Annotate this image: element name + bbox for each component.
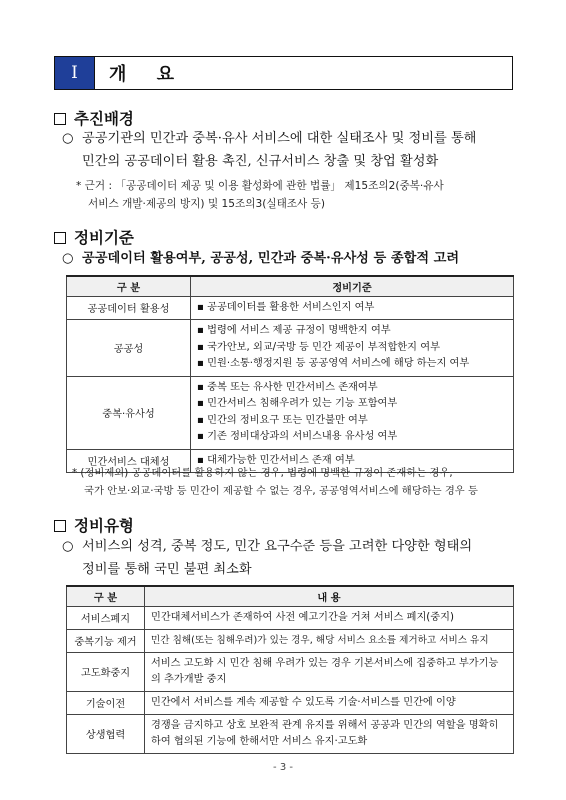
table-header-row: 구 분 정비기준 [67,276,514,296]
chapter-header [54,56,513,90]
circle-bullet-icon: ○ [62,539,74,554]
square-bullet-icon [54,520,66,532]
table-row: 민간서비스 대체성 ▪ 대체가능한 민간서비스 존재 여부 [67,449,514,473]
chapter-title: 개 요 [109,64,187,85]
section-heading-criteria: 정비기준 [54,226,134,248]
types-table [66,585,514,754]
table-row: 기술이전 민간에서 서비스를 계속 제공할 수 있도록 기술·서비스를 민간에 이양 [67,691,514,714]
table-row: 상생협력 경쟁을 금지하고 상호 보완적 관계 유지를 위해서 공공과 민간의 역할을 명확히 하여 협의된 기능에 한해서만 서비스 유지·고도화 [67,714,514,753]
square-bullet-icon [54,232,66,244]
circle-bullet-icon: ○ [62,251,74,266]
table-row: 고도화중지 서비스 고도화 시 민간 침해 우려가 있는 경우 기본서비스에 집중하고 부가기능의 추가개발 중지 [67,652,514,691]
note-legal-basis: * 근거 : 「공공데이터 제공 및 이용 활성화에 관한 법률」 제15조의2(중복·유사 서비스 개발·제공의 방지) 및 15조의3(실태조사 등) [76,180,444,210]
table-header-row: 구 분 내 용 [67,586,514,606]
criteria-table [66,275,514,473]
table-row: 공공성 ▪ 법령에 서비스 제공 규정이 명백한지 여부 ▪ 국가안보, 외교/국방 등 민간 제공이 부적합한지 여부 ▪ 민원·소통·행정지원 등 공공영역 서비스에 해당 하는지 여부 [67,320,514,377]
circle-bullet-icon: ○ [62,131,74,146]
bullet-criteria: ○ 공공데이터 활용여부, 공공성, 민간과 중복·유사성 등 종합적 고려 [62,247,459,270]
bullet-background: ○ 공공기관의 민간과 중복·유사 서비스에 대한 실태조사 및 정비를 통해 민간의 공공데이터 활용 촉진, 신규서비스 창출 및 창업 활성화 [62,127,476,173]
note-exclusion: * (정비제외) 공공데이터를 활용하지 않는 경우, 법령에 명백한 규정이 존재하는 경우, 국가 안보·외교·국방 등 민간이 제공할 수 없는 경우, 공공영역서비스에 해당하는 경우 등 [72,467,478,497]
section-heading-background: 추진배경 [54,107,134,129]
chapter-number: I [55,57,95,89]
section-heading-types: 정비유형 [54,514,134,536]
square-bullet-icon [54,113,66,125]
page-number: - 3 - [273,762,293,773]
table-row: 서비스폐지 민간대체서비스가 존재하여 사전 예고기간을 거쳐 서비스 폐지(중지) [67,606,514,629]
table-row: 중복기능 제거 민간 침해(또는 침해우려)가 있는 경우, 해당 서비스 요소를 제거하고 서비스 유지 [67,629,514,652]
table-row: 중복·유사성 ▪ 중복 또는 유사한 민간서비스 존재여부 ▪ 민간서비스 침해우려가 있는 기능 포함여부 ▪ 민간의 정비요구 또는 민간불만 여부 ▪ 기존 정비대상과의 서비스내용 유사성 여부 [67,376,514,449]
bullet-types: ○ 서비스의 성격, 중복 정도, 민간 요구수준 등을 고려한 다양한 형태의 정비를 통해 국민 불편 최소화 [62,535,472,581]
table-row: 공공데이터 활용성 ▪ 공공데이터를 활용한 서비스인지 여부 [67,296,514,320]
